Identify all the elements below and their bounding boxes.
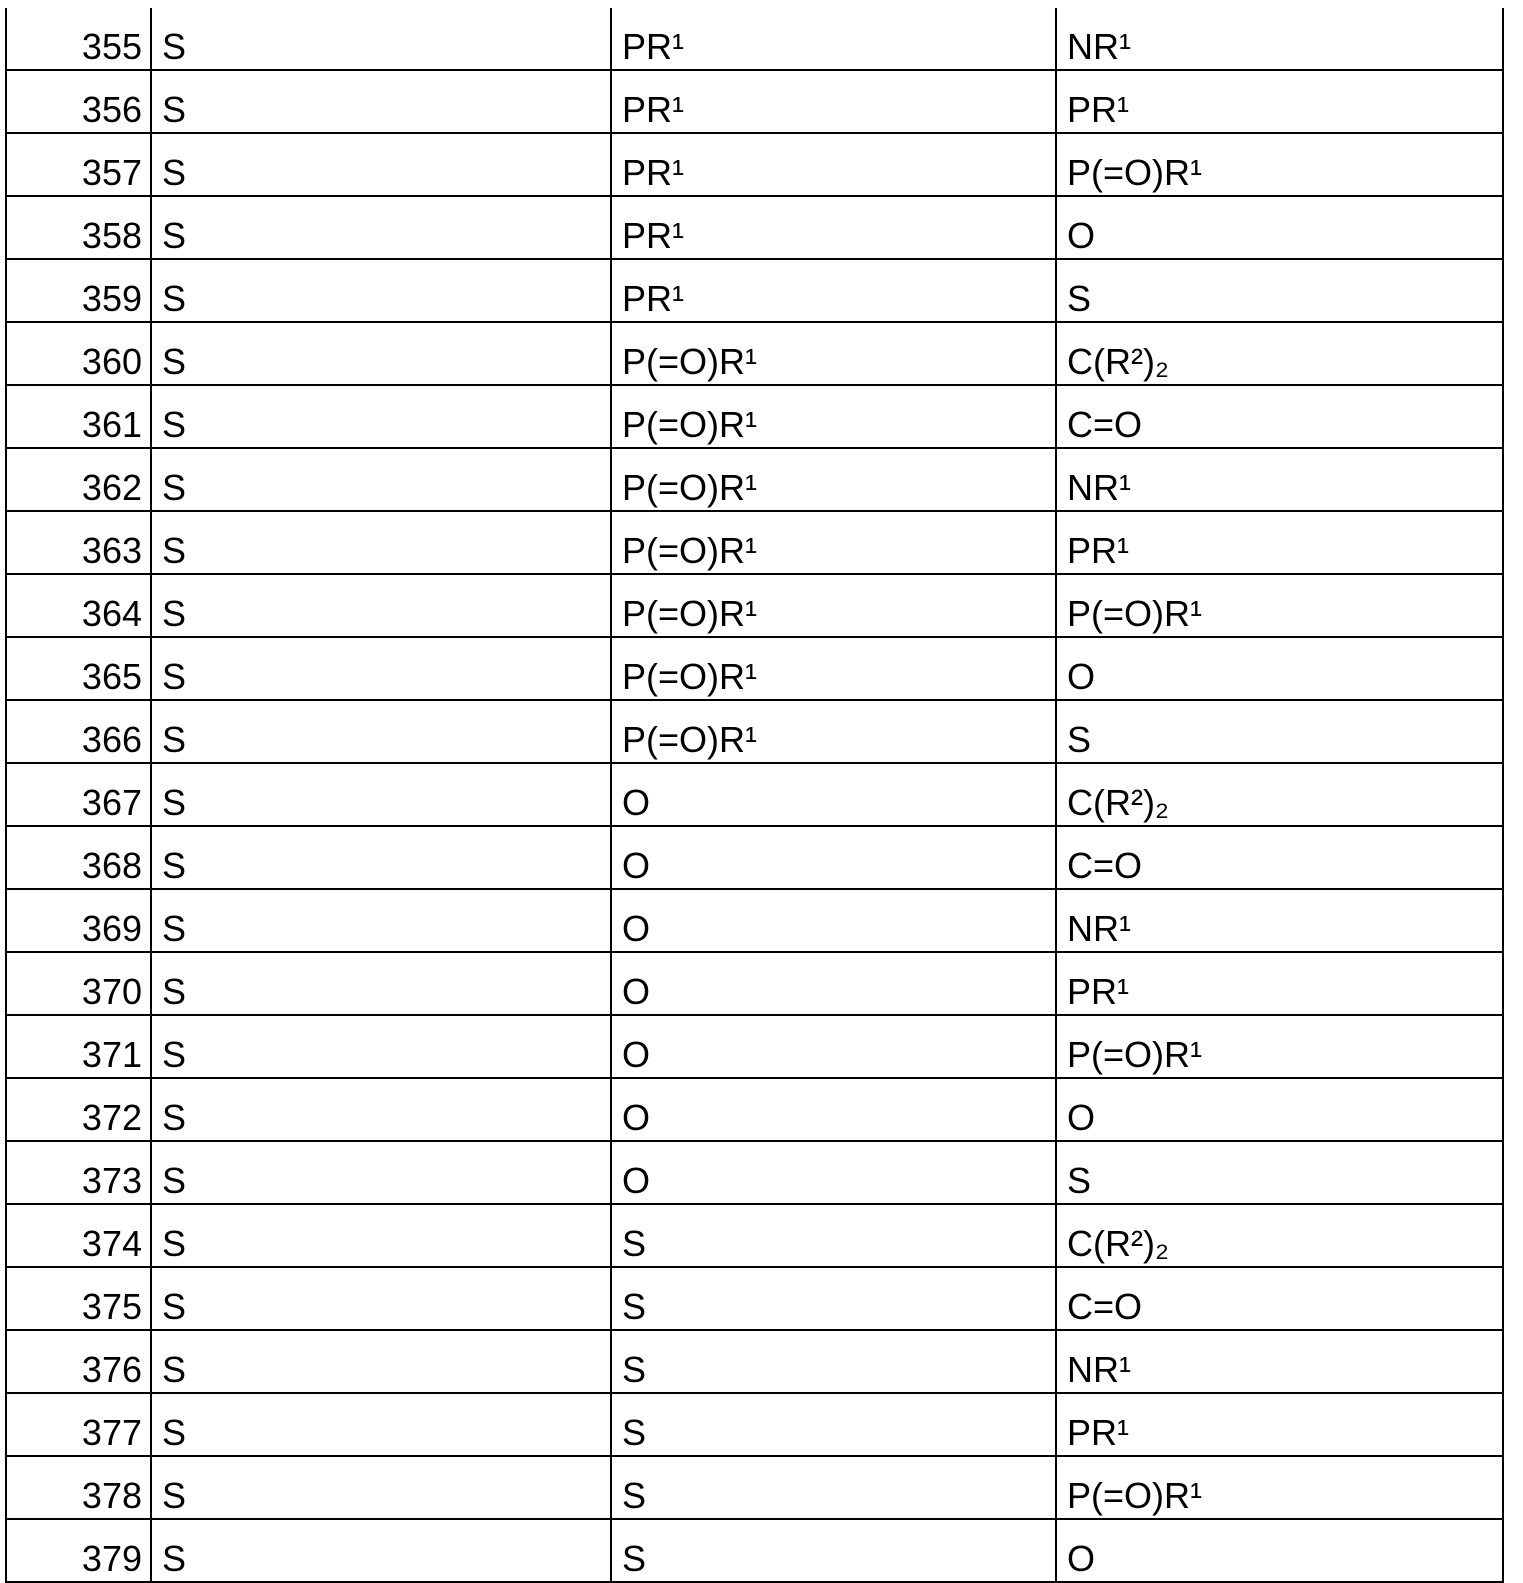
column-b-cell: P(=O)R¹ — [611, 448, 1056, 511]
column-c-cell: NR¹ — [1056, 448, 1503, 511]
column-c-cell: O — [1056, 1519, 1503, 1582]
column-c-cell: P(=O)R¹ — [1056, 1456, 1503, 1519]
column-a-cell: S — [151, 1393, 611, 1456]
column-c-cell: PR¹ — [1056, 952, 1503, 1015]
column-a-cell: S — [151, 511, 611, 574]
column-a-cell: S — [151, 700, 611, 763]
compound-table — [5, 8, 1504, 1583]
table-row — [6, 448, 1503, 511]
table-row — [6, 322, 1503, 385]
table-row — [6, 763, 1503, 826]
row-number-cell: 368 — [6, 826, 151, 889]
row-number-cell: 376 — [6, 1330, 151, 1393]
table-row — [6, 1519, 1503, 1582]
table-row — [6, 889, 1503, 952]
column-a-cell: S — [151, 952, 611, 1015]
column-b-cell: P(=O)R¹ — [611, 511, 1056, 574]
table-row — [6, 1078, 1503, 1141]
table-row — [6, 826, 1503, 889]
table-row — [6, 385, 1503, 448]
column-c-cell: O — [1056, 196, 1503, 259]
column-b-cell: PR¹ — [611, 8, 1056, 70]
row-number-cell: 364 — [6, 574, 151, 637]
table-row — [6, 1330, 1503, 1393]
column-a-cell: S — [151, 8, 611, 70]
table-row — [6, 1204, 1503, 1267]
column-c-cell: C=O — [1056, 1267, 1503, 1330]
row-number-cell: 359 — [6, 259, 151, 322]
column-c-cell: C(R²)₂ — [1056, 322, 1503, 385]
column-a-cell: S — [151, 1456, 611, 1519]
column-b-cell: S — [611, 1204, 1056, 1267]
column-a-cell: S — [151, 385, 611, 448]
row-number-cell: 356 — [6, 70, 151, 133]
column-a-cell: S — [151, 1267, 611, 1330]
table-row — [6, 511, 1503, 574]
column-c-cell: O — [1056, 637, 1503, 700]
table-row — [6, 133, 1503, 196]
table-row — [6, 637, 1503, 700]
table-row — [6, 1393, 1503, 1456]
column-c-cell: C=O — [1056, 826, 1503, 889]
column-c-cell: C(R²)₂ — [1056, 763, 1503, 826]
row-number-cell: 375 — [6, 1267, 151, 1330]
table-row — [6, 952, 1503, 1015]
column-c-cell: NR¹ — [1056, 889, 1503, 952]
column-a-cell: S — [151, 826, 611, 889]
column-c-cell: O — [1056, 1078, 1503, 1141]
column-b-cell: S — [611, 1393, 1056, 1456]
column-b-cell: S — [611, 1456, 1056, 1519]
column-c-cell: PR¹ — [1056, 1393, 1503, 1456]
row-number-cell: 357 — [6, 133, 151, 196]
row-number-cell: 361 — [6, 385, 151, 448]
column-b-cell: S — [611, 1330, 1056, 1393]
column-b-cell: PR¹ — [611, 259, 1056, 322]
row-number-cell: 374 — [6, 1204, 151, 1267]
column-a-cell: S — [151, 322, 611, 385]
row-number-cell: 372 — [6, 1078, 151, 1141]
column-b-cell: P(=O)R¹ — [611, 700, 1056, 763]
table-body — [6, 8, 1503, 1582]
column-c-cell: P(=O)R¹ — [1056, 1015, 1503, 1078]
column-a-cell: S — [151, 889, 611, 952]
column-b-cell: PR¹ — [611, 70, 1056, 133]
row-number-cell: 367 — [6, 763, 151, 826]
column-c-cell: P(=O)R¹ — [1056, 133, 1503, 196]
column-a-cell: S — [151, 637, 611, 700]
column-b-cell: O — [611, 1015, 1056, 1078]
table-row — [6, 196, 1503, 259]
column-a-cell: S — [151, 133, 611, 196]
column-b-cell: O — [611, 763, 1056, 826]
row-number-cell: 358 — [6, 196, 151, 259]
column-b-cell: P(=O)R¹ — [611, 322, 1056, 385]
column-b-cell: P(=O)R¹ — [611, 637, 1056, 700]
column-a-cell: S — [151, 574, 611, 637]
column-c-cell: NR¹ — [1056, 8, 1503, 70]
table-row — [6, 1015, 1503, 1078]
column-b-cell: O — [611, 1141, 1056, 1204]
column-b-cell: PR¹ — [611, 133, 1056, 196]
row-number-cell: 362 — [6, 448, 151, 511]
column-a-cell: S — [151, 1519, 611, 1582]
row-number-cell: 371 — [6, 1015, 151, 1078]
column-a-cell: S — [151, 196, 611, 259]
column-c-cell: S — [1056, 259, 1503, 322]
column-c-cell: C(R²)₂ — [1056, 1204, 1503, 1267]
column-b-cell: S — [611, 1519, 1056, 1582]
column-b-cell: O — [611, 1078, 1056, 1141]
column-a-cell: S — [151, 1078, 611, 1141]
column-b-cell: PR¹ — [611, 196, 1056, 259]
table-row — [6, 700, 1503, 763]
column-b-cell: O — [611, 826, 1056, 889]
column-a-cell: S — [151, 763, 611, 826]
column-b-cell: P(=O)R¹ — [611, 385, 1056, 448]
column-b-cell: S — [611, 1267, 1056, 1330]
column-c-cell: P(=O)R¹ — [1056, 574, 1503, 637]
column-a-cell: S — [151, 70, 611, 133]
column-a-cell: S — [151, 1141, 611, 1204]
table-row — [6, 8, 1503, 70]
row-number-cell: 378 — [6, 1456, 151, 1519]
row-number-cell: 360 — [6, 322, 151, 385]
row-number-cell: 370 — [6, 952, 151, 1015]
table-row — [6, 70, 1503, 133]
column-a-cell: S — [151, 259, 611, 322]
column-c-cell: C=O — [1056, 385, 1503, 448]
column-c-cell: NR¹ — [1056, 1330, 1503, 1393]
row-number-cell: 369 — [6, 889, 151, 952]
row-number-cell: 365 — [6, 637, 151, 700]
table-row — [6, 1267, 1503, 1330]
row-number-cell: 355 — [6, 8, 151, 70]
row-number-cell: 366 — [6, 700, 151, 763]
table-row — [6, 1456, 1503, 1519]
column-c-cell: PR¹ — [1056, 70, 1503, 133]
row-number-cell: 377 — [6, 1393, 151, 1456]
table-row — [6, 1141, 1503, 1204]
column-b-cell: P(=O)R¹ — [611, 574, 1056, 637]
table-row — [6, 574, 1503, 637]
column-c-cell: S — [1056, 700, 1503, 763]
column-a-cell: S — [151, 1204, 611, 1267]
row-number-cell: 363 — [6, 511, 151, 574]
column-a-cell: S — [151, 1330, 611, 1393]
column-c-cell: PR¹ — [1056, 511, 1503, 574]
column-a-cell: S — [151, 448, 611, 511]
column-c-cell: S — [1056, 1141, 1503, 1204]
table-row — [6, 259, 1503, 322]
row-number-cell: 379 — [6, 1519, 151, 1582]
row-number-cell: 373 — [6, 1141, 151, 1204]
column-b-cell: O — [611, 889, 1056, 952]
column-b-cell: O — [611, 952, 1056, 1015]
column-a-cell: S — [151, 1015, 611, 1078]
